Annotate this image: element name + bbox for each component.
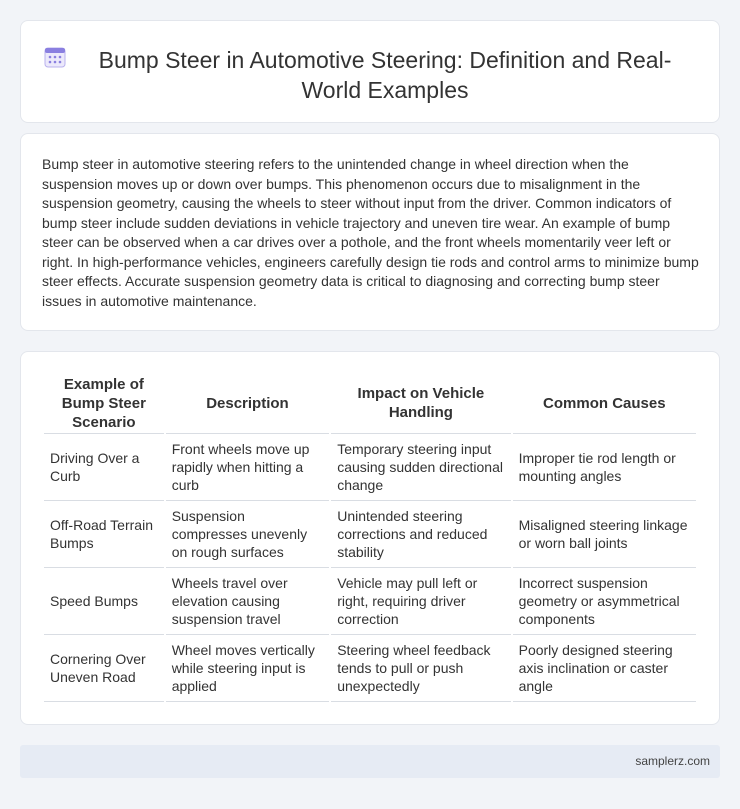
table-row	[44, 568, 696, 635]
footer-site-link[interactable]: samplerz.com	[635, 754, 710, 768]
cell-description: Wheel moves vertically while steering input is applied	[166, 635, 330, 702]
cell-description: Suspension compresses unevenly on rough surfaces	[166, 501, 330, 568]
header-description: Description	[166, 373, 330, 434]
cell-impact: Temporary steering input causing sudden directional change	[331, 434, 510, 501]
cell-scenario: Speed Bumps	[44, 568, 164, 635]
cell-scenario: Cornering Over Uneven Road	[44, 635, 164, 702]
cell-causes: Improper tie rod length or mounting angles	[513, 434, 696, 501]
cell-impact: Unintended steering corrections and reduced stability	[331, 501, 510, 568]
intro-card	[20, 133, 720, 331]
bump-steer-table	[42, 373, 698, 702]
table-row	[44, 635, 696, 702]
cell-description: Wheels travel over elevation causing suspension travel	[166, 568, 330, 635]
table-card	[20, 351, 720, 725]
intro-paragraph: Bump steer in automotive steering refers to the unintended change in wheel direction when the suspension moves up or down over bumps. This phenomenon occurs due to misalignment in the suspension geometry, causing the wheels to steer without input from the driver. Common indicators of bump steer include sudden deviations in vehicle trajectory and uneven tire wear. An example of bump steer can be observed when a car drives over a pothole, and the front wheels momentarily veer left or right. In high-performance vehicles, engineers carefully design tie rods and control arms to minimize bump steer effects. Accurate suspension geometry data is critical to diagnosing and correcting bump steer issues in automotive maintenance.	[42, 156, 699, 309]
header-scenario: Example of Bump Steer Scenario	[44, 373, 164, 434]
cell-causes: Misaligned steering linkage or worn ball joints	[513, 501, 696, 568]
title-card	[20, 20, 720, 123]
footer-bar	[20, 745, 720, 778]
table-header-row	[44, 373, 696, 434]
cell-scenario: Driving Over a Curb	[44, 434, 164, 501]
cell-impact: Steering wheel feedback tends to pull or push unexpectedly	[331, 635, 510, 702]
page-title: Bump Steer in Automotive Steering: Definition and Real-World Examples	[98, 47, 672, 103]
table-row	[44, 434, 696, 501]
cell-causes: Poorly designed steering axis inclination or caster angle	[513, 635, 696, 702]
header-causes: Common Causes	[513, 373, 696, 434]
cell-causes: Incorrect suspension geometry or asymmetrical components	[513, 568, 696, 635]
table-row	[44, 501, 696, 568]
page-title-wrap	[51, 45, 699, 105]
cell-impact: Vehicle may pull left or right, requiring driver correction	[331, 568, 510, 635]
cell-scenario: Off-Road Terrain Bumps	[44, 501, 164, 568]
cell-description: Front wheels move up rapidly when hitting a curb	[166, 434, 330, 501]
header-impact: Impact on Vehicle Handling	[331, 373, 510, 434]
